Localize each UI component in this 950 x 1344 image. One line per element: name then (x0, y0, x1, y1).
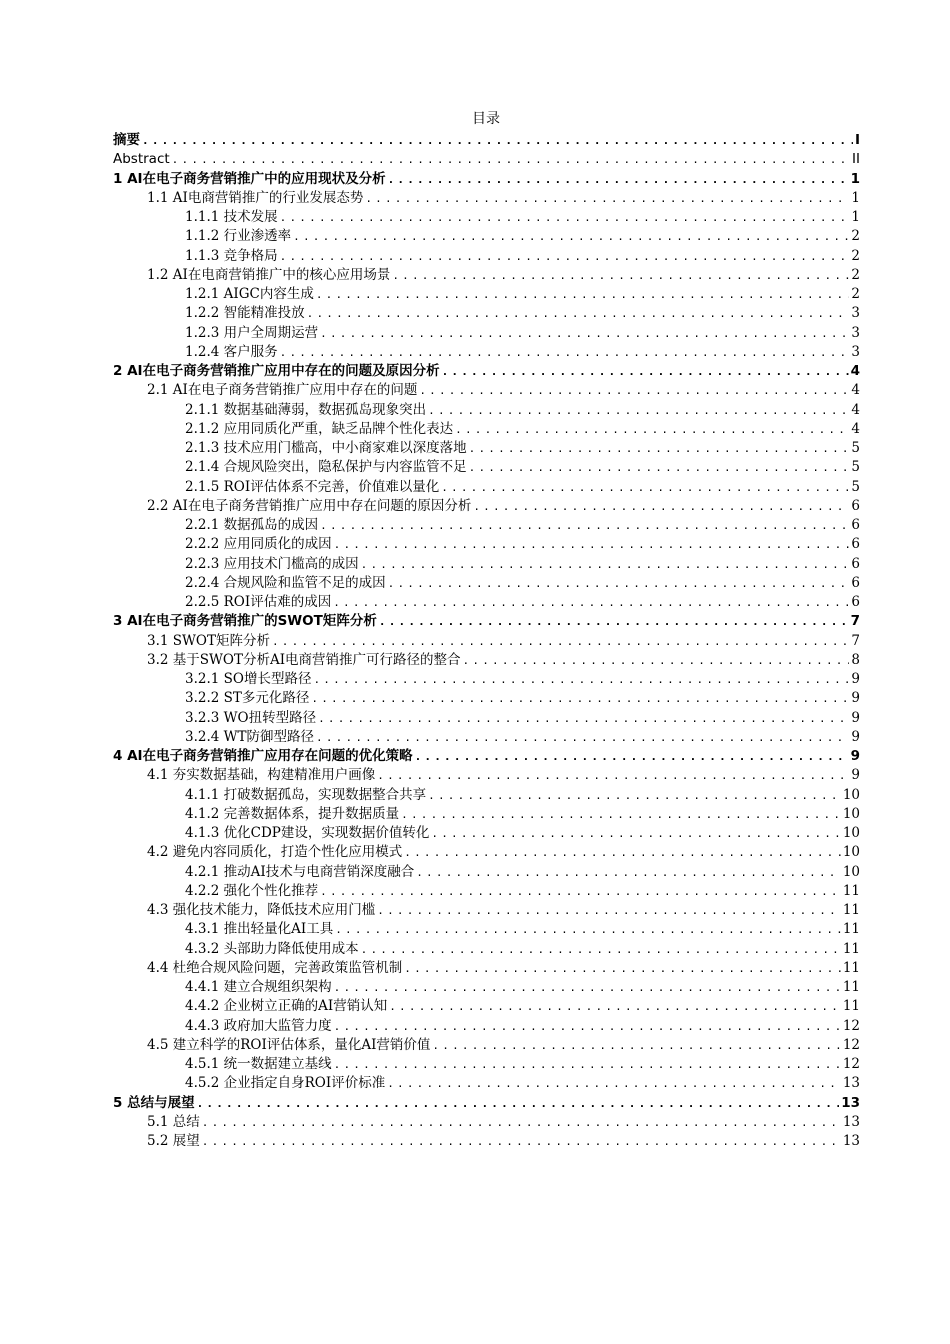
toc-leader-dots (307, 304, 850, 323)
toc-entry[interactable] (113, 208, 860, 227)
toc-entry-title: 3.2.1 SO增长型路径 (185, 671, 312, 687)
toc-leader-dots (469, 458, 850, 477)
toc-entry[interactable] (113, 401, 860, 420)
toc-entry[interactable] (113, 381, 860, 400)
toc-entry[interactable] (113, 247, 860, 266)
toc-entry-page: 5 (851, 459, 860, 476)
toc-entry-title: 摘要 (113, 132, 140, 148)
toc-entry-title: 4.5.2 企业指定自身ROI评价标准 (185, 1075, 386, 1092)
toc-leader-dots (431, 824, 840, 843)
toc-entry-title: 4.5 建立科学的ROI评估体系，量化AI营销价值 (147, 1036, 431, 1053)
toc-entry-page: 11 (842, 959, 860, 976)
toc-entry-page: 11 (842, 979, 860, 995)
toc-entry[interactable] (113, 1036, 860, 1055)
toc-leader-dots (379, 612, 849, 631)
toc-leader-dots (202, 1132, 841, 1151)
toc-entry-title: 3.2.2 ST多元化路径 (185, 690, 310, 707)
toc-entry-title: 2.2.5 ROI评估难的成因 (185, 594, 332, 610)
toc-entry[interactable] (113, 285, 860, 304)
toc-entry[interactable] (113, 805, 860, 824)
toc-entry-page: 9 (851, 728, 860, 745)
toc-entry-title: 2.1.4 合规风险突出，隐私保护与内容监管不足 (185, 459, 467, 476)
toc-entry[interactable] (113, 1113, 860, 1132)
toc-entry-title: 4.4.3 政府加大监管力度 (185, 1017, 332, 1034)
toc-entry-title: 1.1 AI电商营销推广的行业发展态势 (147, 189, 364, 206)
toc-leader-dots (316, 728, 849, 747)
toc-entry-page: 6 (851, 594, 860, 610)
toc-entry-title: 1.1.1 技术发展 (185, 209, 278, 225)
toc-entry-page: 11 (842, 882, 860, 899)
toc-entry[interactable] (113, 362, 860, 381)
toc-entry-page: 9 (851, 709, 860, 726)
toc-entry-title: 3.2.3 WO扭转型路径 (185, 709, 317, 726)
toc-leader-dots (142, 131, 853, 150)
toc-entry-page: 10 (842, 805, 860, 822)
toc-entry-title: 1.2 AI在电商营销推广中的核心应用场景 (147, 266, 391, 283)
toc-entry-title: 4.4.1 建立合规组织架构 (185, 979, 332, 995)
toc-leader-dots (463, 651, 850, 670)
toc-entry[interactable] (113, 150, 860, 169)
toc-entry-page: 5 (851, 478, 860, 495)
toc-entry[interactable] (113, 612, 860, 631)
toc-entry-title: 1.1.3 竞争格局 (185, 247, 278, 264)
toc-entry-title: 3 AI在电子商务营销推广的SWOT矩阵分析 (113, 613, 377, 630)
toc-leader-dots (318, 709, 849, 728)
toc-entry-title: 4.5.1 统一数据建立基线 (185, 1056, 332, 1072)
toc-entry-page: 4 (850, 363, 860, 379)
toc-entry[interactable] (113, 728, 860, 747)
toc-entry-page: II (852, 151, 860, 168)
toc-entry[interactable] (113, 439, 860, 458)
toc-entry-page: 10 (842, 844, 860, 861)
toc-entry[interactable] (113, 458, 860, 477)
toc-entry-title: Abstract (113, 151, 170, 168)
toc-entry-page: 9 (851, 767, 860, 784)
toc-entry-page: 6 (851, 536, 860, 553)
toc-entry-title: 2.1.5 ROI评估体系不完善，价值难以量化 (185, 478, 440, 495)
toc-leader-dots (415, 747, 849, 766)
toc-entry-title: 2.1.3 技术应用门槛高，中小商家难以深度落地 (185, 440, 467, 456)
toc-title: 目录 (472, 111, 500, 127)
toc-entry-page: 4 (851, 420, 860, 437)
toc-entry-page: 6 (851, 574, 860, 591)
toc-entry-title: 4.2.1 推动AI技术与电商营销深度融合 (185, 863, 415, 880)
toc-leader-dots (455, 420, 849, 439)
toc-entry-page: 4 (851, 382, 860, 399)
toc-entry[interactable] (113, 997, 860, 1016)
toc-entry-title: 4.2 避免内容同质化，打造个性化应用模式 (147, 844, 403, 861)
toc-entry-page: 3 (851, 343, 860, 360)
toc-entry-title: 4.4 杜绝合规风险问题，完善政策监管机制 (147, 959, 403, 976)
toc-leader-dots (280, 343, 850, 362)
toc-entry[interactable] (113, 747, 860, 766)
toc-entry-title: 4.3 强化技术能力，降低技术应用门槛 (147, 902, 376, 918)
toc-leader-dots (441, 478, 849, 497)
toc-entry-page: 6 (851, 517, 860, 533)
toc-leader-dots (197, 1094, 840, 1113)
toc-entry-page: 13 (842, 1113, 860, 1130)
toc-entry[interactable] (113, 959, 860, 978)
toc-entry-page: 11 (842, 998, 860, 1015)
toc-entry-title: 1.2.2 智能精准投放 (185, 305, 305, 322)
toc-entry[interactable] (113, 1074, 860, 1093)
toc-entry-page: 10 (842, 825, 860, 841)
toc-entry-title: 4 AI在电子商务营销推广应用存在问题的优化策略 (113, 748, 413, 764)
toc-leader-dots (320, 324, 849, 343)
toc-entry[interactable] (113, 478, 860, 497)
toc-entry-title: 2.2.4 合规风险和监管不足的成因 (185, 574, 386, 591)
toc-entry[interactable] (113, 1017, 860, 1036)
toc-leader-dots (416, 863, 841, 882)
toc-leader-dots (334, 535, 850, 554)
toc-entry[interactable] (113, 516, 860, 535)
toc-entry-page: 1 (851, 189, 860, 206)
toc-entry-title: 1 AI在电子商务营销推广中的应用现状及分析 (113, 170, 386, 187)
toc-entry-title: 4.1.1 打破数据孤岛，实现数据整合共享 (185, 786, 427, 803)
toc-leader-dots (442, 362, 849, 381)
toc-entry-page: 1 (851, 209, 860, 225)
toc-entry-title: 4.1 夯实数据基础，构建精准用户画像 (147, 767, 376, 784)
toc-leader-dots (404, 959, 841, 978)
toc-entry-title: 3.2 基于SWOT分析AI电商营销推广可行路径的整合 (147, 651, 461, 668)
toc-entry-page: 2 (851, 266, 860, 283)
toc-entry-page: I (854, 132, 860, 148)
toc-leader-dots (388, 574, 850, 593)
toc-entry-title: 2.1 AI在电子商务营销推广应用中存在的问题 (147, 382, 418, 399)
toc-entry[interactable] (113, 170, 860, 189)
toc-entry-page: 9 (850, 748, 860, 764)
toc-entry-page: 10 (842, 863, 860, 880)
toc-entry[interactable] (113, 843, 860, 862)
toc-entry-page: 3 (851, 305, 860, 322)
toc-entry-title: 2.1.1 数据基础薄弱，数据孤岛现象突出 (185, 401, 427, 418)
toc-leader-dots (316, 285, 850, 304)
toc-leader-dots (428, 401, 849, 420)
toc-entry-title: 2.2 AI在电子商务营销推广应用中存在问题的原因分析 (147, 497, 472, 514)
toc-entry[interactable] (113, 574, 860, 593)
toc-entry-page: 12 (842, 1056, 860, 1072)
toc-entry-title: 2.2.1 数据孤岛的成因 (185, 517, 319, 533)
toc-leader-dots (334, 1055, 841, 1074)
toc-entry-title: 3.2.4 WT防御型路径 (185, 728, 315, 745)
toc-entry[interactable] (113, 632, 860, 651)
toc-entry-page: 6 (851, 555, 860, 572)
toc-leader-dots (365, 189, 849, 208)
toc-leader-dots (335, 920, 841, 939)
toc-entry-page: 9 (851, 671, 860, 687)
toc-entry[interactable] (113, 670, 860, 689)
toc-entry-title: 4.4.2 企业树立正确的AI营销认知 (185, 998, 388, 1015)
toc-entry[interactable] (113, 343, 860, 362)
toc-entry-page: 11 (842, 940, 860, 957)
toc-entry[interactable] (113, 940, 860, 959)
toc-entry-page: 11 (842, 902, 860, 918)
toc-leader-dots (202, 1113, 841, 1132)
toc-entry-title: 4.1.3 优化CDP建设，实现数据价值转化 (185, 825, 430, 841)
toc-entry[interactable] (113, 824, 860, 843)
toc-entry-page: 8 (851, 651, 860, 668)
toc-entry-page: 5 (851, 440, 860, 456)
toc-entry[interactable] (113, 651, 860, 670)
toc-entry[interactable] (113, 978, 860, 997)
toc-leader-dots (401, 805, 841, 824)
toc-entry-page: 10 (842, 786, 860, 803)
toc-entry-title: 4.2.2 强化个性化推荐 (185, 882, 319, 899)
toc-entry[interactable] (113, 131, 860, 150)
toc-entry[interactable] (113, 766, 860, 785)
toc-entry[interactable] (113, 1055, 860, 1074)
toc-entry-page: 1 (850, 170, 860, 187)
toc-entry-page: 4 (851, 401, 860, 418)
toc-entry-page: 7 (850, 613, 860, 630)
toc-entry-page: 11 (842, 921, 860, 938)
toc-leader-dots (313, 670, 849, 689)
toc-entry[interactable] (113, 689, 860, 708)
toc-entry[interactable] (113, 1132, 860, 1151)
toc-entry-page: 3 (851, 324, 860, 341)
toc-entry[interactable] (113, 882, 860, 901)
toc-entry-page: 13 (842, 1075, 860, 1092)
toc-leader-dots (293, 227, 849, 246)
toc-entry-title: 1.2.3 用户全周期运营 (185, 324, 319, 341)
toc-entry-title: 2.2.2 应用同质化的成因 (185, 536, 332, 553)
toc-entry-page: 13 (842, 1133, 860, 1149)
toc-leader-dots (272, 632, 849, 651)
toc-entry-title: 5.1 总结 (147, 1113, 200, 1130)
toc-entry-page: 12 (842, 1017, 860, 1034)
toc-entry-page: 13 (841, 1094, 860, 1111)
toc-entry-title: 2.1.2 应用同质化严重，缺乏品牌个性化表达 (185, 420, 454, 437)
toc-entry[interactable] (113, 304, 860, 323)
toc-leader-dots (334, 978, 841, 997)
toc-leader-dots (419, 381, 849, 400)
toc-entry[interactable] (113, 497, 860, 516)
toc-entry[interactable] (113, 709, 860, 728)
toc-entry-title: 2.2.3 应用技术门槛高的成因 (185, 555, 359, 572)
toc-entry-title: 4.3.1 推出轻量化AI工具 (185, 921, 334, 938)
toc-leader-dots (473, 497, 849, 516)
toc-entry-title: 3.1 SWOT矩阵分析 (147, 632, 270, 649)
toc-entry[interactable] (113, 920, 860, 939)
toc-leader-dots (469, 439, 850, 458)
toc-leader-dots (361, 940, 841, 959)
toc-entry[interactable] (113, 593, 860, 612)
toc-leader-dots (387, 1074, 841, 1093)
toc-entry[interactable] (113, 227, 860, 246)
toc-leader-dots (320, 516, 849, 535)
toc-leader-dots (333, 593, 849, 612)
toc-leader-dots (388, 170, 849, 189)
table-of-contents (113, 131, 860, 1151)
toc-leader-dots (404, 843, 841, 862)
toc-leader-dots (377, 901, 841, 920)
toc-entry[interactable] (113, 1094, 860, 1113)
toc-entry-title: 4.1.2 完善数据体系，提升数据质量 (185, 805, 400, 822)
toc-entry[interactable] (113, 189, 860, 208)
toc-leader-dots (280, 247, 850, 266)
toc-entry[interactable] (113, 863, 860, 882)
toc-leader-dots (432, 1036, 840, 1055)
toc-entry-page: 12 (842, 1036, 860, 1053)
toc-entry-title: 1.2.1 AIGC内容生成 (185, 286, 314, 302)
toc-entry[interactable] (113, 555, 860, 574)
toc-entry[interactable] (113, 901, 860, 920)
toc-entry[interactable] (113, 786, 860, 805)
toc-leader-dots (377, 766, 849, 785)
toc-entry-page: 2 (851, 286, 860, 302)
toc-entry-title: 5 总结与展望 (113, 1094, 195, 1111)
toc-entry-title: 4.3.2 头部助力降低使用成本 (185, 940, 359, 957)
toc-entry-title: 5.2 展望 (147, 1133, 200, 1149)
toc-leader-dots (392, 266, 849, 285)
toc-leader-dots (334, 1017, 841, 1036)
toc-entry[interactable] (113, 266, 860, 285)
toc-entry[interactable] (113, 324, 860, 343)
toc-entry-page: 6 (851, 497, 860, 514)
toc-entry-page: 9 (851, 690, 860, 707)
toc-leader-dots (428, 786, 841, 805)
toc-entry-page: 2 (851, 247, 860, 264)
toc-leader-dots (389, 997, 841, 1016)
toc-entry-page: 2 (851, 228, 860, 245)
toc-leader-dots (320, 882, 841, 901)
toc-entry-title: 1.1.2 行业渗透率 (185, 228, 292, 245)
toc-entry[interactable] (113, 420, 860, 439)
toc-entry-title: 1.2.4 客户服务 (185, 343, 278, 360)
toc-entry-title: 2 AI在电子商务营销推广应用中存在的问题及原因分析 (113, 363, 440, 379)
toc-leader-dots (311, 689, 849, 708)
toc-leader-dots (280, 208, 850, 227)
toc-leader-dots (361, 555, 850, 574)
toc-entry-page: 7 (851, 632, 860, 649)
toc-leader-dots (172, 150, 850, 169)
toc-entry[interactable] (113, 535, 860, 554)
